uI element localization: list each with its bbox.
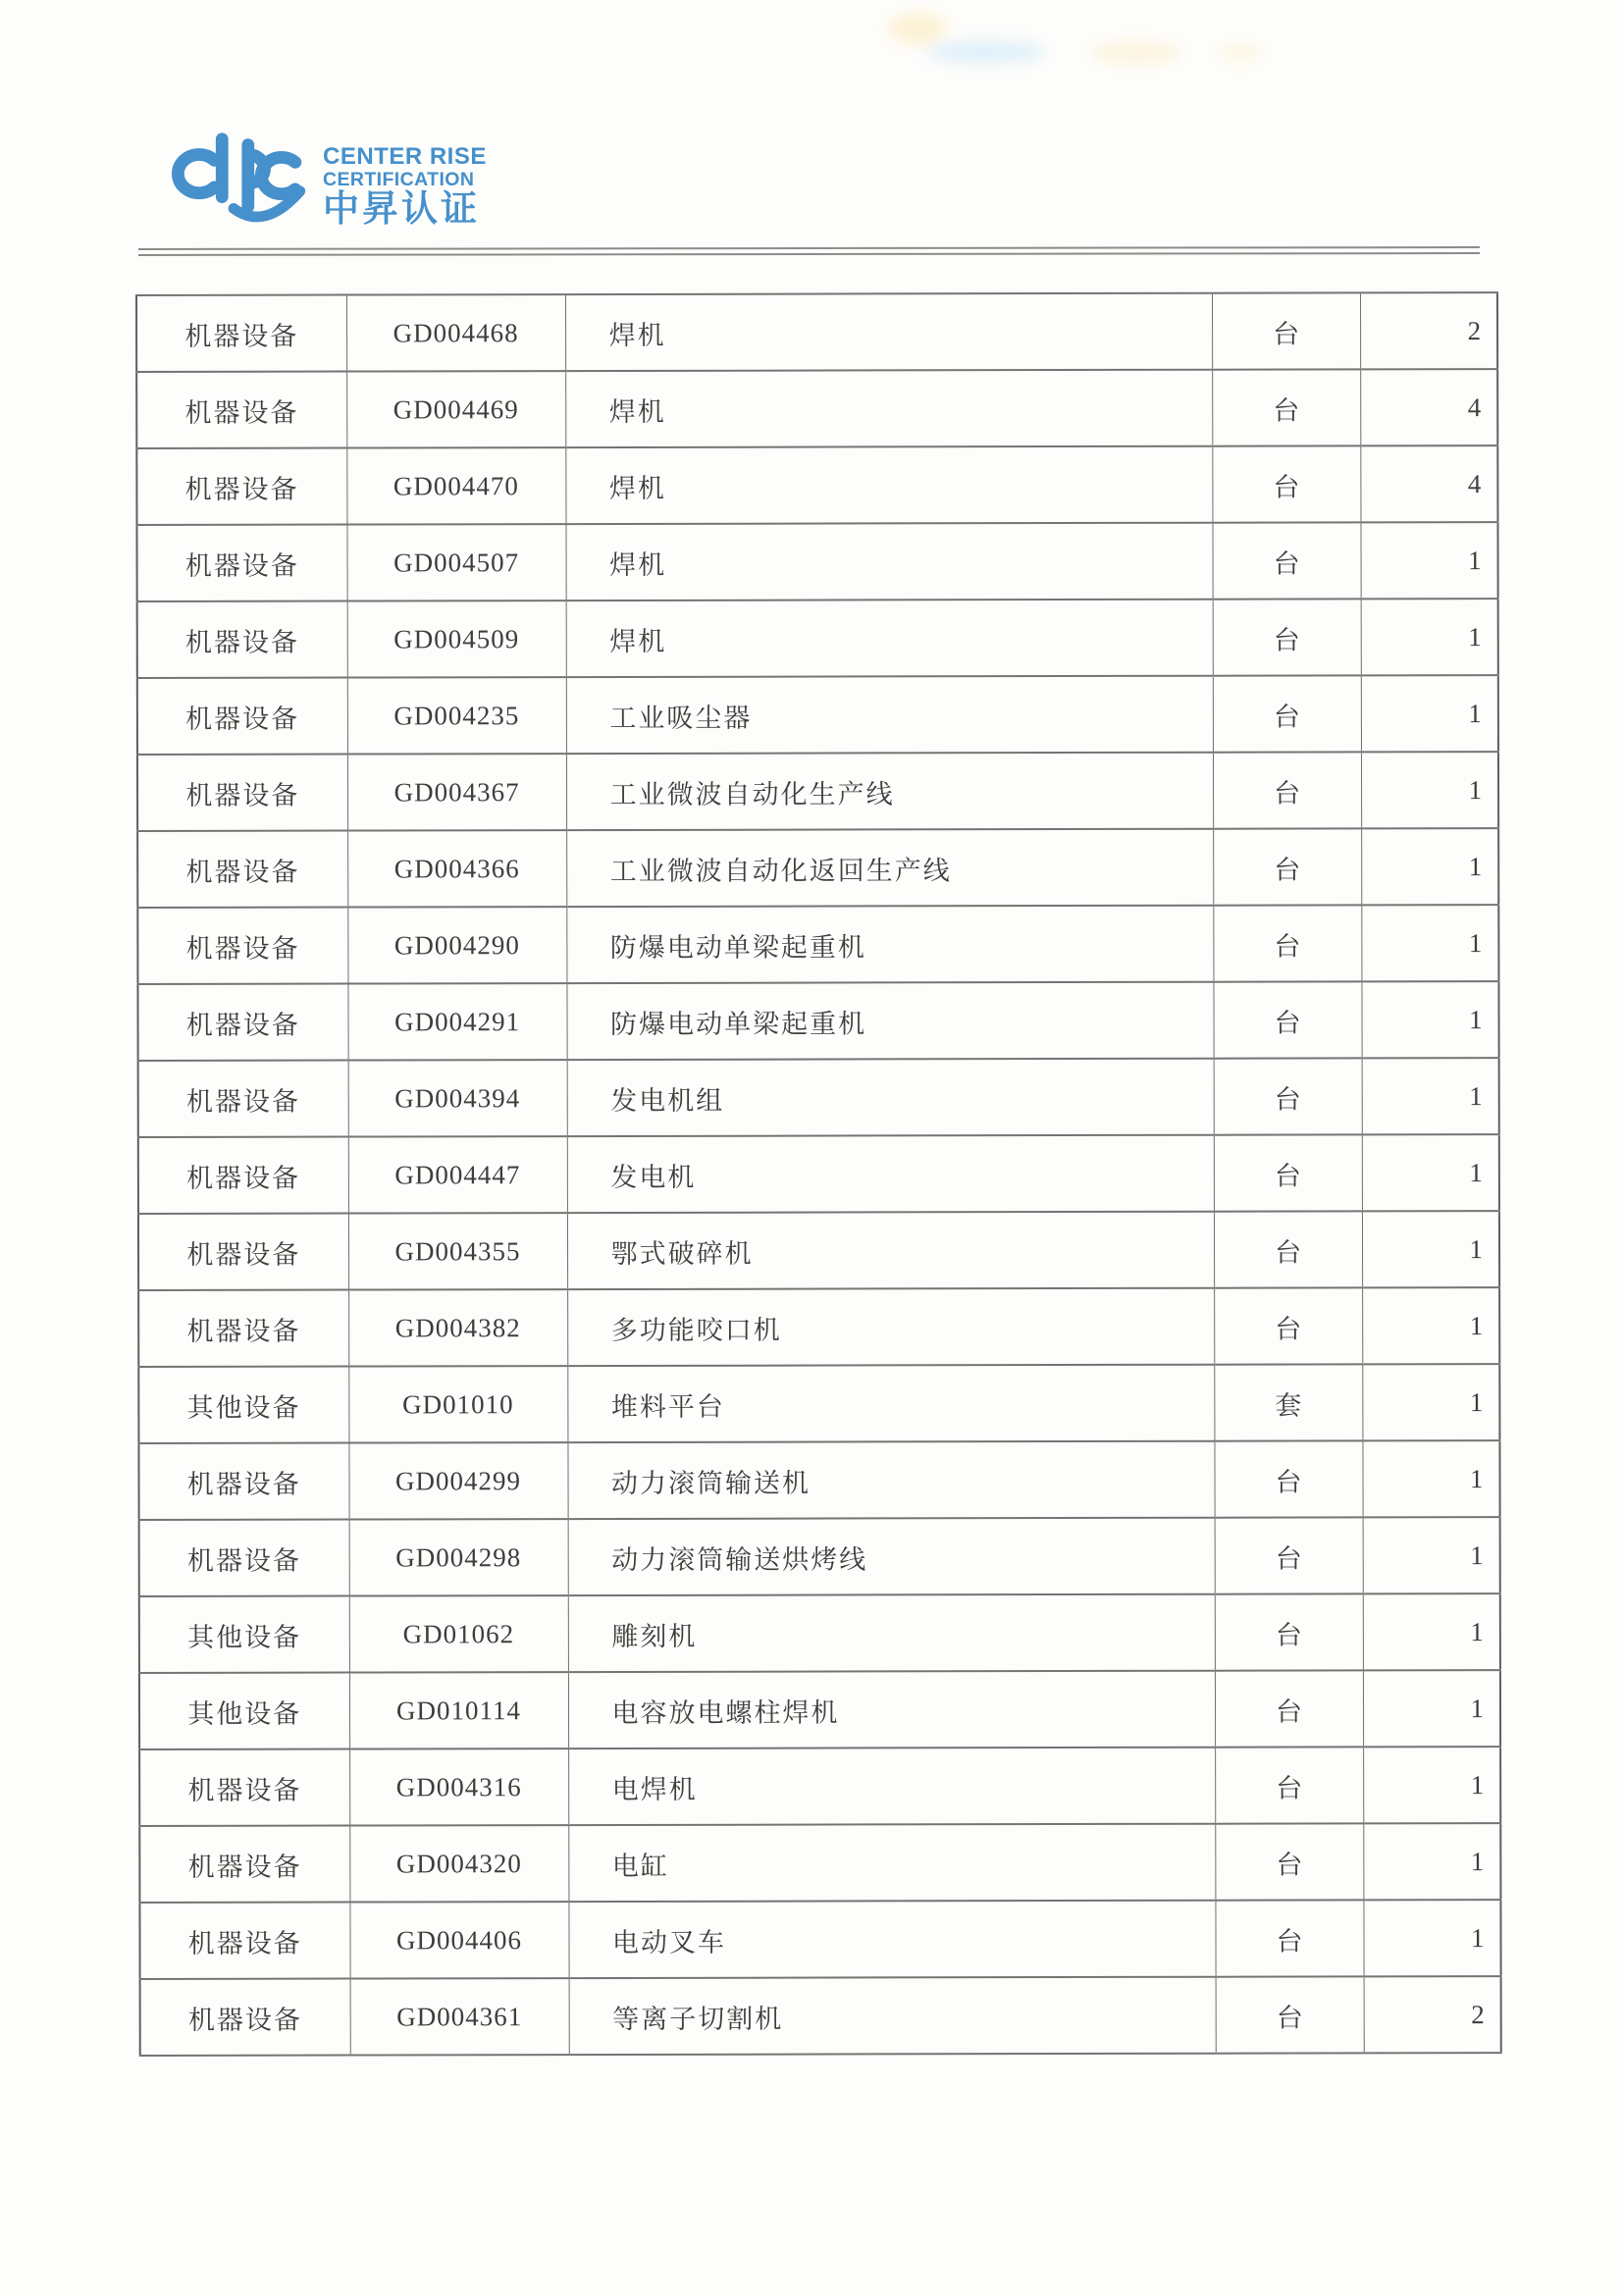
cell-category: 机器设备 [138,1290,348,1367]
cell-category: 机器设备 [136,295,346,372]
cell-unit: 台 [1215,1823,1363,1900]
cell-quantity: 1 [1363,1593,1500,1670]
table-row [138,1134,1499,1214]
table-row [137,905,1498,984]
cell-name: 防爆电动单梁起重机 [566,982,1213,1060]
cell-code: GD004316 [349,1748,568,1825]
cell-unit: 台 [1215,1593,1363,1670]
cell-quantity: 1 [1361,981,1498,1058]
table-row [137,675,1498,755]
crc-monogram-icon [162,126,311,232]
cell-category: 机器设备 [136,448,346,525]
cell-unit: 台 [1215,1900,1363,1976]
cell-quantity: 1 [1363,1670,1500,1747]
table-row [136,522,1497,601]
header-divider [138,246,1480,256]
cell-name: 鄂式破碎机 [567,1212,1214,1289]
cell-unit: 台 [1214,1058,1362,1134]
cell-name: 等离子切割机 [569,1977,1216,2055]
cell-quantity: 1 [1362,1287,1499,1364]
table-row [138,1211,1499,1290]
logo [162,124,487,232]
table-row [139,1670,1500,1749]
cell-quantity: 1 [1361,675,1498,752]
table-row [138,1287,1499,1367]
cell-code: GD010114 [349,1672,568,1748]
cell-unit: 台 [1213,675,1361,752]
cell-code: GD004406 [349,1902,568,1978]
cell-quantity: 1 [1362,1058,1499,1134]
cell-category: 机器设备 [139,1826,349,1903]
equipment-table [135,291,1502,2057]
cell-code: GD004447 [348,1136,567,1213]
cell-code: GD004507 [346,524,565,600]
cell-category: 机器设备 [137,678,347,755]
cell-name: 焊机 [566,600,1213,677]
cell-code: GD004469 [346,371,565,447]
cell-quantity: 4 [1360,369,1497,445]
cell-quantity: 1 [1363,1517,1500,1593]
table-row [139,1747,1500,1826]
table-row [139,1823,1500,1903]
cell-name: 电动叉车 [568,1901,1215,1978]
cell-code: GD004509 [347,600,566,677]
equipment-table-body [136,292,1501,2056]
cell-category: 其他设备 [139,1596,349,1673]
table-row [140,1976,1501,2056]
cell-category: 机器设备 [137,601,347,678]
cell-quantity: 1 [1363,1747,1500,1823]
cell-name: 防爆电动单梁起重机 [566,906,1213,983]
cell-category: 机器设备 [140,1979,350,2056]
table-row [136,292,1497,372]
cell-unit: 台 [1213,752,1361,828]
table-row [138,1058,1499,1137]
cell-name: 动力滚筒输送烘烤线 [568,1518,1215,1595]
table-row [138,1440,1499,1520]
cell-name: 动力滚筒输送机 [567,1441,1214,1519]
cell-code: GD004367 [347,754,566,830]
cell-category: 机器设备 [136,372,346,448]
table-row [137,981,1498,1061]
cell-category: 其他设备 [139,1673,349,1749]
cell-name: 多功能咬口机 [567,1288,1214,1366]
cell-unit: 台 [1212,522,1360,599]
cell-unit: 台 [1212,445,1360,522]
cell-unit: 台 [1212,292,1360,369]
cell-quantity: 2 [1360,292,1497,369]
cell-category: 机器设备 [138,1214,348,1290]
cell-category: 机器设备 [137,831,347,908]
cell-quantity: 1 [1362,1440,1499,1517]
cell-code: GD004470 [346,447,565,524]
cell-category: 机器设备 [138,1443,348,1520]
cell-quantity: 1 [1363,1823,1500,1900]
cell-quantity: 1 [1362,1134,1499,1211]
cell-code: GD004299 [348,1442,567,1519]
cell-name: 雕刻机 [568,1594,1215,1672]
logo-line3: 中昇认证 [323,189,480,231]
cell-name: 工业微波自动化生产线 [566,753,1213,830]
table-row [139,1517,1500,1596]
cell-unit: 台 [1212,369,1360,445]
scan-smudge [1217,44,1264,64]
cell-category: 机器设备 [137,984,347,1061]
cell-category: 机器设备 [137,908,347,984]
cell-code: GD004382 [348,1289,567,1366]
cell-quantity: 1 [1360,522,1497,599]
cell-name: 电容放电螺柱焊机 [568,1671,1215,1748]
logo-line2: CERTIFICATION [323,168,475,190]
cell-category: 机器设备 [136,525,346,601]
table-row [136,369,1497,448]
cell-code: GD01062 [349,1595,568,1672]
cell-unit: 套 [1214,1364,1362,1440]
cell-quantity: 1 [1362,1211,1499,1287]
logo-line1: CENTER RISE [323,143,487,170]
table-row [139,1593,1500,1673]
cell-code: GD004290 [347,907,566,983]
cell-code: GD004366 [347,830,566,907]
cell-unit: 台 [1215,1670,1363,1747]
cell-category: 机器设备 [137,755,347,831]
cell-quantity: 1 [1361,905,1498,981]
cell-unit: 台 [1213,981,1361,1058]
cell-code: GD004235 [347,677,566,754]
scan-smudge [888,12,947,45]
cell-name: 发电机组 [567,1059,1214,1136]
cell-name: 工业微波自动化返回生产线 [566,829,1213,907]
cell-name: 发电机 [567,1135,1214,1213]
scan-smudge [1089,41,1182,65]
cell-unit: 台 [1213,599,1361,675]
cell-quantity: 1 [1361,599,1498,675]
table-row [137,599,1498,678]
cell-category: 机器设备 [139,1749,349,1826]
cell-quantity: 1 [1361,752,1498,828]
cell-quantity: 1 [1361,828,1498,905]
cell-name: 工业吸尘器 [566,676,1213,754]
cell-unit: 台 [1214,1287,1362,1364]
cell-unit: 台 [1216,1976,1364,2053]
cell-quantity: 1 [1363,1900,1500,1976]
cell-quantity: 4 [1360,445,1497,522]
cell-name: 焊机 [565,446,1212,524]
cell-unit: 台 [1214,1440,1362,1517]
table-row [138,1364,1499,1443]
cell-category: 机器设备 [138,1137,348,1214]
cell-name: 堆料平台 [567,1365,1214,1442]
cell-name: 焊机 [565,370,1212,447]
cell-code: GD01010 [348,1366,567,1442]
cell-unit: 台 [1215,1747,1363,1823]
table-row [137,752,1498,831]
table-row [139,1900,1500,1979]
cell-category: 机器设备 [139,1903,349,1979]
cell-quantity: 2 [1364,1976,1501,2053]
cell-code: GD004355 [348,1213,567,1289]
cell-code: GD004394 [348,1060,567,1136]
cell-code: GD004320 [349,1825,568,1902]
scan-smudge [927,41,1045,63]
logo-text [323,124,487,230]
cell-unit: 台 [1214,1211,1362,1287]
cell-quantity: 1 [1362,1364,1499,1440]
cell-category: 机器设备 [138,1061,348,1137]
cell-unit: 台 [1214,1134,1362,1211]
cell-unit: 台 [1215,1517,1363,1593]
table-row [137,828,1498,908]
cell-code: GD004361 [350,1978,569,2055]
cell-unit: 台 [1213,905,1361,981]
cell-name: 焊机 [565,293,1212,371]
cell-unit: 台 [1213,828,1361,905]
table-row [136,445,1497,525]
cell-category: 其他设备 [138,1367,348,1443]
cell-category: 机器设备 [139,1520,349,1596]
cell-name: 焊机 [565,523,1212,600]
cell-name: 电焊机 [568,1748,1215,1825]
cell-name: 电缸 [568,1824,1215,1902]
cell-code: GD004468 [346,294,565,371]
cell-code: GD004291 [347,983,566,1060]
cell-code: GD004298 [349,1519,568,1595]
